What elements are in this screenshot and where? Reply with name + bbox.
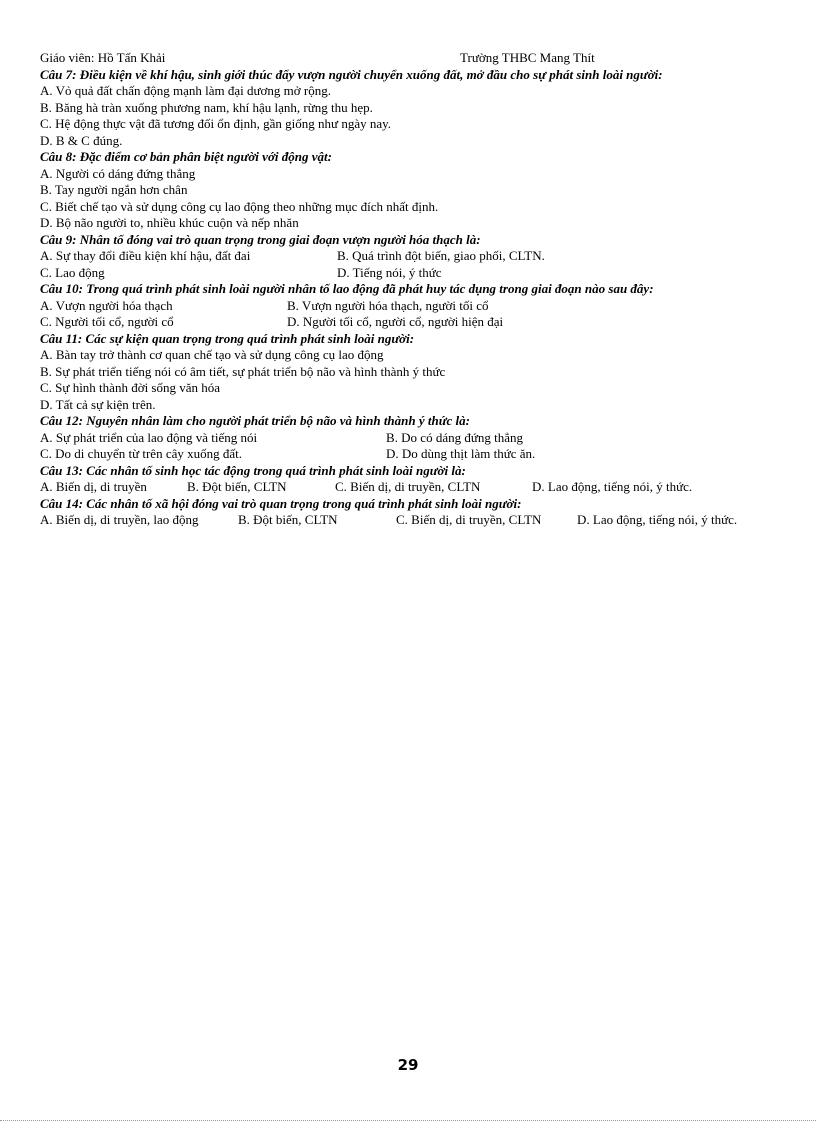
- q13-option-a: A. Biến dị, di truyền: [40, 479, 147, 494]
- q14-option-d: D. Lao động, tiếng nói, ý thức.: [577, 512, 738, 527]
- q13-option-c: C. Biến dị, di truyền, CLTN: [335, 479, 481, 494]
- q10-options-row-1: [40, 298, 780, 315]
- q11-option-d: D. Tất cả sự kiện trên.: [40, 396, 156, 412]
- q9-options-row-2: [40, 265, 780, 282]
- question-12: Câu 12: Nguyên nhân làm cho người phát triển bộ não và hình thành ý thức là:: [40, 413, 470, 428]
- q12-options-row-1: [40, 430, 780, 447]
- q12-option-a: A. Sự phát triển của lao động và tiếng nói: [40, 429, 258, 445]
- document-page: [40, 50, 780, 529]
- teacher-name: Giáo viên: Hồ Tấn Khải: [40, 50, 166, 65]
- q8-option-d: D. Bộ não người to, nhiều khúc cuộn và nếp nhăn: [40, 215, 299, 230]
- question-10: Câu 10: Trong quá trình phát sinh loài người nhân tố lao động đã phát huy tác dụng trong giai đoạn nào sau đây:: [40, 281, 654, 296]
- q7-option-b: B. Băng hà tràn xuống phương nam, khí hậu lạnh, rừng thu hẹp.: [40, 99, 373, 115]
- question-9: Câu 9: Nhân tố đóng vai trò quan trọng trong giai đoạn vượn người hóa thạch là:: [40, 231, 481, 247]
- q7-option-d: D. B & C đúng.: [40, 132, 123, 148]
- q11-option-c: C. Sự hình thành đời sống văn hóa: [40, 380, 221, 395]
- q13-option-d: D. Lao động, tiếng nói, ý thức.: [532, 479, 693, 494]
- q10-option-b: B. Vượn người hóa thạch, người tối cổ: [287, 297, 489, 313]
- question-11: Câu 11: Các sự kiện quan trọng trong quá trình phát sinh loài người:: [40, 330, 415, 346]
- q9-options-row-1: [40, 248, 780, 265]
- q9-option-b: B. Quá trình đột biến, giao phối, CLTN.: [337, 248, 545, 263]
- q12-options-row-2: [40, 446, 780, 463]
- q12-option-b: B. Do có dáng đứng thẳng: [386, 429, 524, 445]
- q10-option-c: C. Người tối cổ, người cổ: [40, 314, 174, 329]
- q8-option-b: B. Tay người ngắn hơn chân: [40, 182, 188, 197]
- q10-option-d: D. Người tối cổ, người cổ, người hiện đại: [287, 314, 504, 329]
- q14-option-c: C. Biến dị, di truyền, CLTN: [396, 512, 542, 527]
- q13-option-b: B. Đột biến, CLTN: [187, 479, 287, 494]
- q14-option-b: B. Đột biến, CLTN: [238, 512, 338, 527]
- page-bottom-rule: [0, 1120, 816, 1121]
- q9-option-d: D. Tiếng nói, ý thức: [337, 264, 442, 280]
- q14-option-a: A. Biến dị, di truyền, lao động: [40, 512, 199, 527]
- question-7: Câu 7: Điều kiện về khí hậu, sinh giới thúc đẩy vượn người chuyển xuống đất, mở đầu cho sự phát sinh loài người:: [40, 66, 663, 82]
- q12-option-c: C. Do di chuyển từ trên cây xuống đất.: [40, 446, 243, 461]
- q11-option-b: B. Sự phát triển tiếng nói có âm tiết, sự phát triển bộ não và hình thành ý thức: [40, 363, 446, 379]
- page-header: [40, 50, 780, 67]
- q14-options-row: [40, 512, 780, 529]
- q8-option-a: A. Người có dáng đứng thẳng: [40, 165, 196, 181]
- school-name: Trường THBC Mang Thít: [460, 50, 595, 65]
- q10-option-a: A. Vượn người hóa thạch: [40, 297, 173, 313]
- q9-option-a: A. Sự thay đổi điều kiện khí hậu, đất đai: [40, 248, 251, 263]
- question-8: Câu 8: Đặc điểm cơ bản phân biệt người với động vật:: [40, 149, 332, 164]
- q7-option-a: A. Vỏ quả đất chấn động mạnh làm đại dương mở rộng.: [40, 83, 331, 98]
- q8-option-c: C. Biết chế tạo và sử dụng công cụ lao động theo những mục đích nhất định.: [40, 198, 439, 214]
- q12-option-d: D. Do dùng thịt làm thức ăn.: [386, 446, 536, 461]
- q13-options-row: [40, 479, 780, 496]
- q7-option-c: C. Hệ động thực vật đã tương đối ổn định, gần giống như ngày nay.: [40, 116, 392, 131]
- question-14: Câu 14: Các nhân tố xã hội đóng vai trò quan trọng trong quá trình phát sinh loài người:: [40, 495, 522, 511]
- question-13: Câu 13: Các nhân tố sinh học tác động trong quá trình phát sinh loài người là:: [40, 462, 466, 478]
- q9-option-c: C. Lao động: [40, 264, 105, 280]
- q11-option-a: A. Bàn tay trở thành cơ quan chế tạo và sử dụng công cụ lao động: [40, 347, 384, 362]
- page-number: 29: [397, 1056, 419, 1074]
- q10-options-row-2: [40, 314, 780, 331]
